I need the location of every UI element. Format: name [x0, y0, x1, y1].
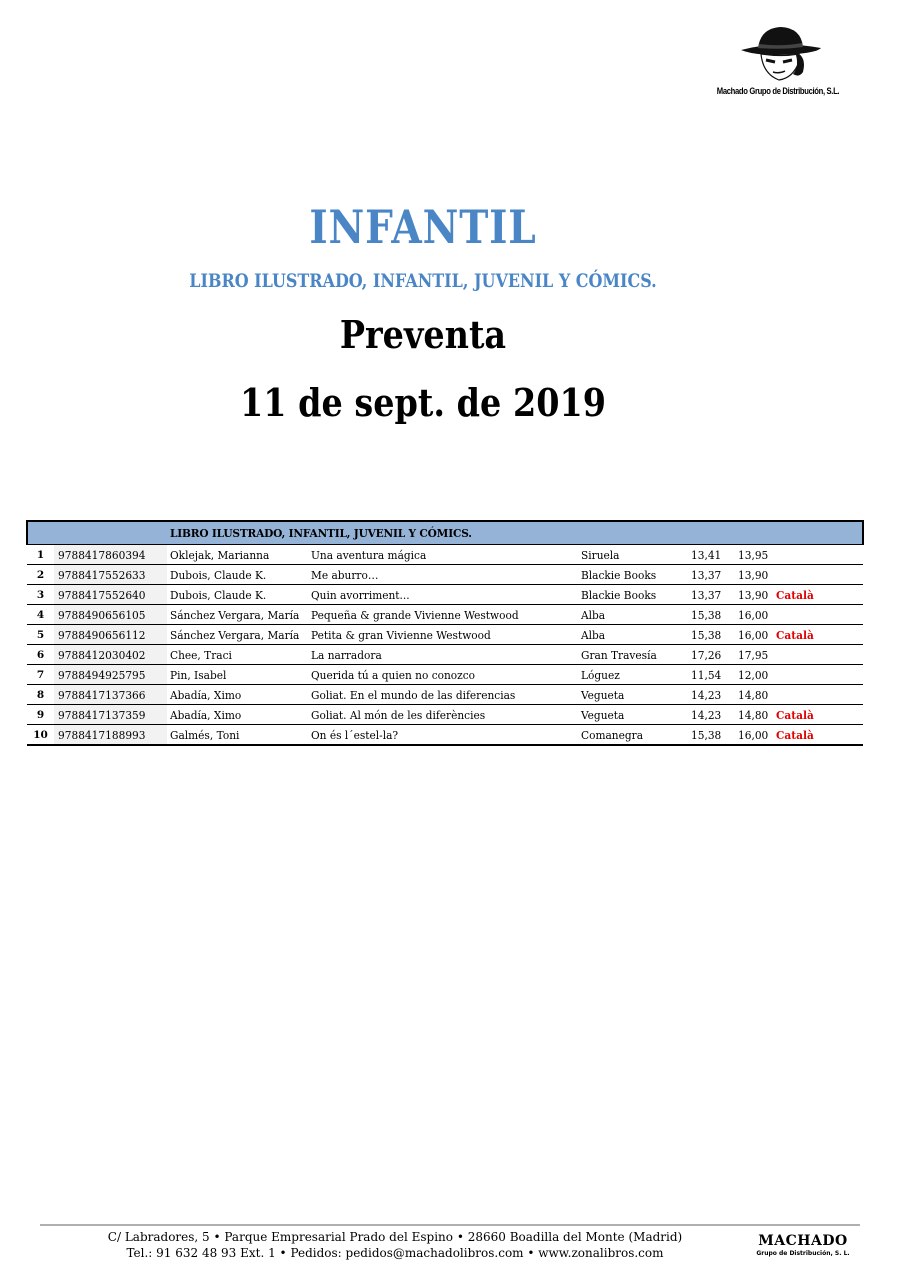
net-price-cell: 15,38 — [691, 625, 738, 645]
price-cell: 14,80 — [738, 685, 776, 705]
price-cell: 13,95 — [738, 545, 776, 565]
price-cell: 16,00 — [738, 605, 776, 625]
table-row — [27, 545, 863, 565]
footer-brand-name: MACHADO — [758, 1233, 848, 1249]
author-cell: Sánchez Vergara, María — [167, 605, 311, 625]
isbn-cell: 9788417137366 — [54, 685, 167, 705]
publisher-cell: Alba — [581, 605, 691, 625]
language-cell — [776, 545, 857, 565]
page-subtitle: LIBRO ILUSTRADO, INFANTIL, JUVENIL Y CÓMICS. — [189, 270, 657, 292]
author-cell: Dubois, Claude K. — [167, 585, 311, 605]
author-cell: Oklejak, Marianna — [167, 545, 311, 565]
language-cell: Català — [776, 725, 857, 746]
publisher-cell: Blackie Books — [581, 565, 691, 585]
table-row — [27, 585, 863, 605]
publisher-cell: Vegueta — [581, 705, 691, 725]
publisher-cell: Lóguez — [581, 665, 691, 685]
price-cell: 16,00 — [738, 725, 776, 746]
table-row — [27, 725, 863, 746]
price-cell: 12,00 — [738, 665, 776, 685]
price-cell: 17,95 — [738, 645, 776, 665]
isbn-cell: 9788417137359 — [54, 705, 167, 725]
title-cell: La narradora — [311, 645, 581, 665]
row-number: 10 — [27, 725, 54, 746]
net-price-cell: 13,41 — [691, 545, 738, 565]
isbn-cell: 9788417552633 — [54, 565, 167, 585]
author-cell: Pin, Isabel — [167, 665, 311, 685]
author-cell: Abadía, Ximo — [167, 705, 311, 725]
row-number: 2 — [27, 565, 54, 585]
title-cell: Pequeña & grande Vivienne Westwood — [311, 605, 581, 625]
title-cell: Una aventura mágica — [311, 545, 581, 565]
page-title: INFANTIL — [309, 200, 537, 254]
author-cell: Galmés, Toni — [167, 725, 311, 746]
net-price-cell: 14,23 — [691, 705, 738, 725]
net-price-cell: 15,38 — [691, 605, 738, 625]
isbn-cell: 9788417188993 — [54, 725, 167, 746]
table-row — [27, 685, 863, 705]
language-cell: Català — [776, 585, 857, 605]
row-number: 1 — [27, 545, 54, 565]
price-cell: 13,90 — [738, 565, 776, 585]
row-number: 9 — [27, 705, 54, 725]
author-cell: Chee, Traci — [167, 645, 311, 665]
table-row — [27, 645, 863, 665]
table-row — [27, 565, 863, 585]
row-number: 3 — [27, 585, 54, 605]
net-price-cell: 13,37 — [691, 585, 738, 605]
presale-date: 11 de sept. de 2019 — [239, 380, 607, 425]
row-number: 6 — [27, 645, 54, 665]
language-cell — [776, 565, 857, 585]
title-cell: Me aburro… — [311, 565, 581, 585]
publisher-cell: Gran Travesía — [581, 645, 691, 665]
language-cell — [776, 645, 857, 665]
table-row — [27, 705, 863, 725]
presale-label: Preventa — [339, 312, 507, 357]
net-price-cell: 15,38 — [691, 725, 738, 746]
table-row — [27, 665, 863, 685]
footer-divider — [40, 1224, 860, 1226]
language-cell — [776, 605, 857, 625]
isbn-cell: 9788494925795 — [54, 665, 167, 685]
logo-caption: Machado Grupo de Distribución, S.L. — [716, 86, 840, 96]
publisher-cell: Blackie Books — [581, 585, 691, 605]
man-with-fedora-hat-icon — [703, 22, 853, 86]
row-number: 8 — [27, 685, 54, 705]
row-number: 4 — [27, 605, 54, 625]
isbn-cell: 9788417552640 — [54, 585, 167, 605]
table-row — [27, 625, 863, 645]
language-cell: Català — [776, 705, 857, 725]
language-cell: Català — [776, 625, 857, 645]
language-cell — [776, 665, 857, 685]
footer-brand-subtitle: Grupo de Distribución, S. L. — [756, 1250, 850, 1257]
net-price-cell: 13,37 — [691, 565, 738, 585]
catalog-table — [26, 520, 864, 746]
net-price-cell: 11,54 — [691, 665, 738, 685]
title-cell: On és l´estel-la? — [311, 725, 581, 746]
company-logo — [703, 22, 853, 104]
title-cell: Quin avorriment... — [311, 585, 581, 605]
title-cell: Querida tú a quien no conozco — [311, 665, 581, 685]
net-price-cell: 17,26 — [691, 645, 738, 665]
author-cell: Abadía, Ximo — [167, 685, 311, 705]
row-number: 7 — [27, 665, 54, 685]
author-cell: Sánchez Vergara, María — [167, 625, 311, 645]
row-number: 5 — [27, 625, 54, 645]
table-section-header — [27, 521, 863, 545]
title-cell: Goliat. En el mundo de las diferencias — [311, 685, 581, 705]
language-cell — [776, 685, 857, 705]
footer-brand — [748, 1233, 858, 1257]
publisher-cell: Comanegra — [581, 725, 691, 746]
table-row — [27, 605, 863, 625]
footer-address: C/ Labradores, 5 • Parque Empresarial Prado del Espino • 28660 Boadilla del Monte (Madrid) — [107, 1230, 683, 1244]
net-price-cell: 14,23 — [691, 685, 738, 705]
price-cell: 16,00 — [738, 625, 776, 645]
title-cell: Petita & gran Vivienne Westwood — [311, 625, 581, 645]
author-cell: Dubois, Claude K. — [167, 565, 311, 585]
isbn-cell: 9788412030402 — [54, 645, 167, 665]
publisher-cell: Vegueta — [581, 685, 691, 705]
isbn-cell: 9788490656112 — [54, 625, 167, 645]
isbn-cell: 9788490656105 — [54, 605, 167, 625]
publisher-cell: Siruela — [581, 545, 691, 565]
section-header-label: LIBRO ILUSTRADO, INFANTIL, JUVENIL Y CÓMICS. — [167, 521, 857, 545]
footer-contact: Tel.: 91 632 48 93 Ext. 1 • Pedidos: pedidos@machadolibros.com • www.zonalibros.com — [126, 1246, 664, 1260]
title-cell: Goliat. Al món de les diferències — [311, 705, 581, 725]
publisher-cell: Alba — [581, 625, 691, 645]
isbn-cell: 9788417860394 — [54, 545, 167, 565]
price-cell: 13,90 — [738, 585, 776, 605]
price-cell: 14,80 — [738, 705, 776, 725]
